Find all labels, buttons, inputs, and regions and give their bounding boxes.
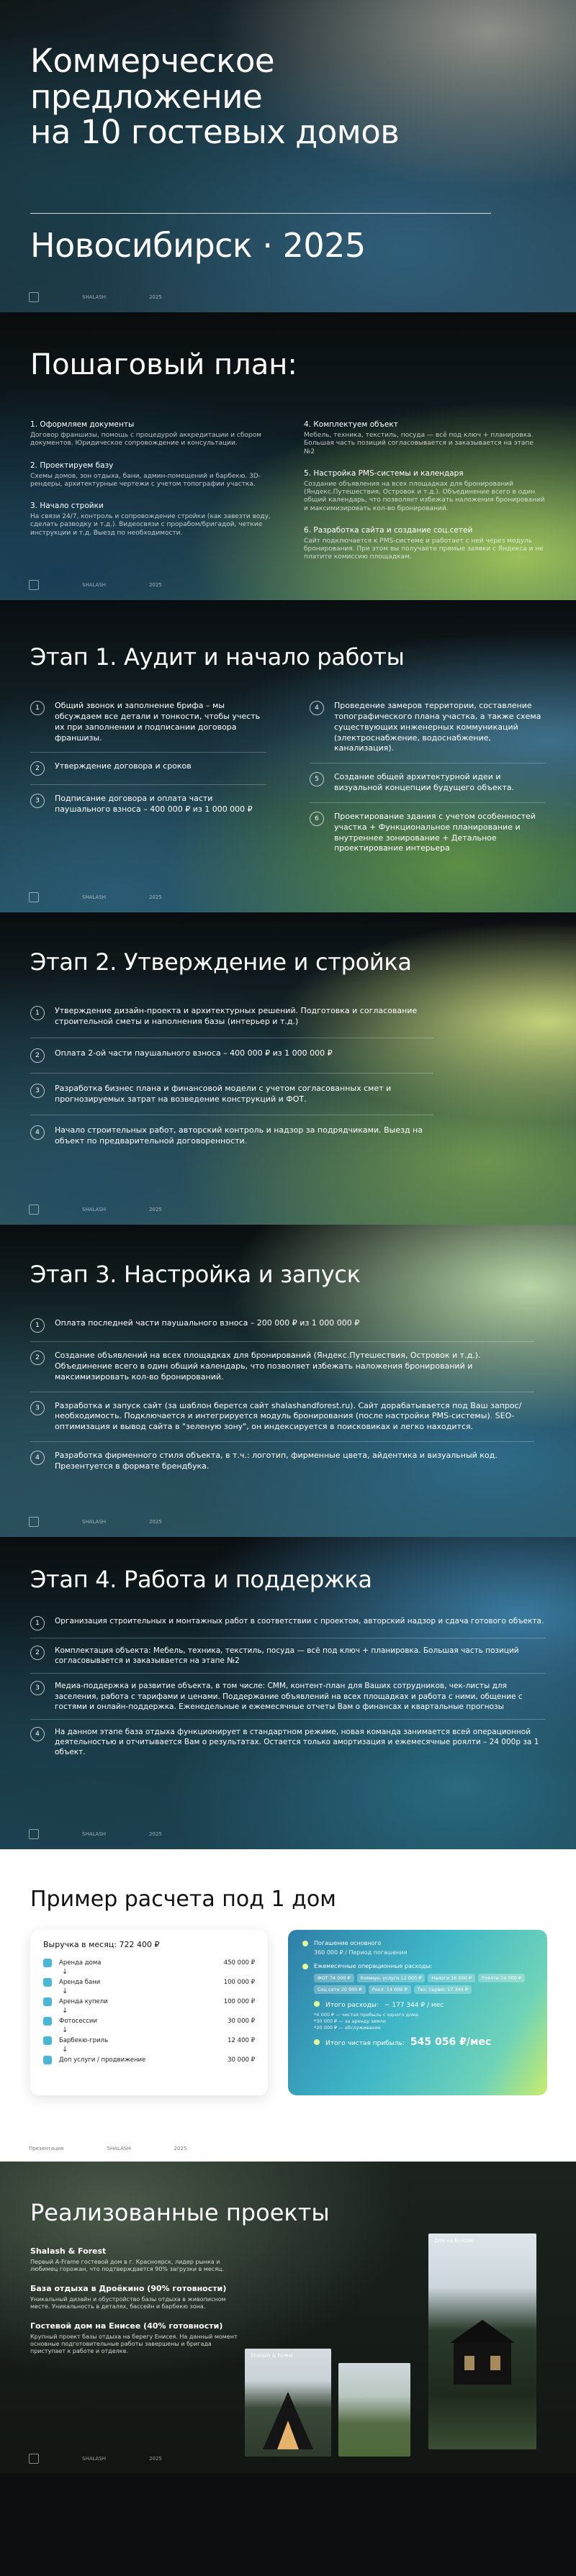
stage-item-text: Комплектация объекта: Мебель, техника, текстиль, посуда — всё под ключ + планировка. Большая часть позиций согласовывается и заказывается на этапе №2	[55, 1646, 519, 1666]
note-line: *20 000 ₽ — обслуживание	[314, 2024, 381, 2031]
panel-label: Погашение основного	[314, 1940, 382, 1946]
gear-icon	[302, 1964, 308, 1969]
revenue-item-name: Аренда бани	[59, 1978, 101, 1986]
revenue-item-name: Барбекю-гриль	[59, 2036, 109, 2044]
expense-chip: Тех. сервис 17 344 ₽	[414, 1985, 472, 1994]
total-value: ~ 177 344 ₽ / мес	[384, 2002, 444, 2009]
step-number: 1	[30, 701, 45, 715]
step-title: 5. Настройка PMS-системы и календаря	[304, 468, 464, 478]
panel-line	[302, 1940, 533, 1946]
expense-chips	[314, 1974, 533, 1994]
revenue-row	[43, 1995, 255, 2008]
slide-footer	[29, 580, 547, 590]
stage-item	[30, 1681, 546, 1712]
step-title: 2. Проектируем базу	[30, 461, 114, 470]
step-number: 4	[30, 1727, 45, 1741]
stage-item	[30, 1401, 534, 1433]
plan-column-right	[304, 420, 546, 562]
expense-chip: Налоги 16 000 ₽	[428, 1974, 475, 1982]
stage4-items	[30, 1616, 546, 1757]
plan-step	[304, 469, 546, 513]
stage-item-text: Создание объявлений на всех площадках для бронирований (Яндекс.Путешествия, Островок и т.д.). Объединение всего в один общий календарь, что позволяет избежать наложения бронирований и максимизировать кол-во бронирований.	[55, 1351, 481, 1382]
footer-brand: SHALASH	[82, 1207, 107, 1212]
stage-item-text: Медиа-поддержка и развитие объекта, в том числе: СММ, контент-план для Ваших сотрудников, чек-листы для заселения, работа с тарифами и ценами. Поддержание объявлений на всех площадках и работа с ними, общение с гостями и онлайн-поддержка. Еженедельные и ежемесячные отчеты Вам о финансах и квартальные прогнозы	[55, 1682, 523, 1711]
divider	[310, 802, 546, 803]
stage1-slide	[0, 600, 576, 912]
brand-logo-icon	[29, 292, 39, 302]
note-line: *4 000 ₽ — чистая прибыль с одного дома	[314, 2012, 419, 2018]
stage-item-text: Начало строительных работ, авторский контроль и надзор за подрядчиками. Выезд на объект по предварительной договоренности.	[55, 1125, 423, 1146]
expense-chip: Рекл. 14 000 ₽	[369, 1985, 411, 1994]
photo-caption: Дом на Енисее	[434, 2238, 474, 2244]
step-number: 3	[30, 1681, 45, 1695]
total-expenses	[314, 2001, 533, 2009]
stage-item-text: Общий звонок и заполнение брифа – мы обсуждаем все детали и тонкости, чтобы учесть их при заполнении и подписании договора франшизы.	[55, 701, 261, 743]
step-number: 4	[30, 1125, 45, 1140]
slide-footer	[29, 2146, 547, 2151]
brand-logo-icon	[29, 580, 39, 590]
project-photo-field	[338, 2363, 410, 2457]
stage-item-text: Разработка фирменного стиля объекта, в т.ч.: логотип, фирменные цвета, айдентика и визуальный код. Презентуется в формате брендбука.	[55, 1451, 498, 1471]
step-number: 2	[30, 1646, 45, 1660]
note-line: *30 000 ₽ — за аренду земли	[314, 2018, 386, 2024]
stage-item-text: Утверждение дизайн-проекта и архитектурных решений. Подготовка и согласование строительной сметы и наполнения базы (интерьер и т.д.)	[55, 1006, 418, 1026]
divider	[30, 784, 266, 785]
step-text: Сайт подключается к PMS-системе и работает с ней через модуль бронирования. При этом вы получаете прямые заявки с Яндекса и не платите комиссию площадкам.	[304, 537, 544, 561]
aframe-house-icon	[245, 2349, 331, 2457]
stage-item	[30, 794, 266, 815]
services-icon	[43, 2056, 52, 2064]
project-text: Крупный проект базы отдыха на берегу Енисея. На данный момент основные подготовительные работы завершены и бригада приступает к работе и отделке.	[30, 2333, 238, 2355]
footer-brand: SHALASH	[82, 1831, 107, 1837]
grill-icon	[43, 2036, 52, 2045]
footer-brand: SHALASH	[82, 894, 107, 900]
slide-footer	[29, 292, 547, 302]
stage2-slide	[0, 912, 576, 1225]
arrow-down-icon: ↓	[62, 1968, 68, 1976]
plan-step	[30, 420, 272, 448]
plan-step	[30, 502, 272, 538]
step-text: Создание объявления на всех площадках для бронирований (Яндекс.Путешествия, Островок и т.д.). Объединение всего в один общий календарь, что позволяет избежать наложения бронирований и максимизировать кол-во бронирований.	[304, 480, 545, 512]
projects-title: Реализованные проекты	[30, 2199, 330, 2226]
revenue-card	[30, 1930, 268, 2095]
house-icon	[43, 1959, 52, 1967]
stage-item	[30, 1727, 546, 1758]
hot-tub-icon	[43, 1997, 52, 2006]
divider	[30, 1719, 546, 1720]
projects-list	[30, 2246, 246, 2366]
footer-brand: SHALASH	[82, 582, 107, 588]
stage-item	[30, 1616, 546, 1631]
stage-item	[30, 701, 266, 743]
revenue-item-name: Аренда дома	[59, 1959, 102, 1967]
bullet-icon	[314, 2039, 320, 2045]
cover-slide	[0, 0, 576, 312]
step-text: Схемы домов, зон отдыха, бани, админ-помещений и барбекю. 3D-рендеры, архитектурные чертежи с учетом топографии участка.	[30, 472, 261, 488]
project-photo-aframe	[245, 2349, 331, 2457]
divider	[30, 1441, 534, 1442]
arrow-down-icon: ↓	[62, 2046, 68, 2054]
project-item	[30, 2321, 246, 2356]
plan-steps	[30, 420, 546, 562]
revenue-item-value: 100 000 ₽	[223, 1978, 255, 1986]
revenue-item-value: 12 400 ₽	[228, 2036, 255, 2044]
bullet-icon	[314, 2001, 320, 2007]
revenue-item-name: Доп услуги / продвижение	[59, 2056, 146, 2064]
stage-item-text: Проектирование здания с учетом особенностей участка + Функциональное планирование и внутреннее зонирование + Детальное проектирование интерьера	[334, 811, 536, 853]
stage-item-text: Утверждение договора и сроков	[55, 761, 192, 771]
stage-item-text: Подписание договора и оплата части паушального взноса – 400 000 ₽ из 1 000 000 ₽	[55, 794, 253, 815]
revenue-item-name: Фотосессии	[59, 2017, 97, 2025]
total-label: Итого расходы:	[325, 2002, 379, 2009]
footer-year: 2025	[149, 1831, 162, 1837]
stage-item	[30, 1351, 534, 1383]
step-title: 4. Комплектуем объект	[304, 420, 398, 429]
step-number: 4	[310, 701, 324, 715]
expense-chip: Коммун. услуги 12 000 ₽	[357, 1974, 426, 1982]
expense-chip: Роялти 24 000 ₽	[478, 1974, 525, 1982]
stage3-items	[30, 1318, 534, 1472]
arrow-down-icon: ↓	[62, 1987, 68, 1995]
divider	[30, 1073, 433, 1074]
project-photo-yenisei	[428, 2233, 536, 2449]
divider	[30, 1673, 546, 1674]
revenue-row	[43, 1956, 255, 1969]
revenue-item-value: 30 000 ₽	[228, 2017, 255, 2025]
slide-footer	[29, 1517, 547, 1527]
step-number: 2	[30, 1351, 45, 1365]
stage-item-text: Организация строительных и монтажных работ в соответствии с проектом, авторский надзор и сдача готового объекта.	[55, 1617, 544, 1625]
project-item	[30, 2246, 246, 2274]
stage2-title: Этап 2. Утверждение и стройка	[30, 948, 412, 976]
revenue-item-value: 450 000 ₽	[223, 1959, 255, 1967]
revenue-item-value: 100 000 ₽	[223, 1997, 255, 2005]
stage-item-text: Разработка бизнес плана и финансовой модели с учетом согласованных смет и прогнозируемых затрат на возведение конструкций и ФОТ.	[55, 1083, 392, 1104]
stage-item	[30, 1006, 433, 1028]
step-number: 3	[30, 794, 45, 808]
stage-item	[30, 1646, 546, 1666]
arrow-down-icon: ↓	[62, 2007, 68, 2015]
project-name: Shalash & Forest	[30, 2246, 107, 2256]
slide-footer	[29, 2454, 547, 2464]
footer-year: 2025	[149, 2456, 162, 2462]
cover-title	[30, 43, 534, 150]
footer-brand: SHALASH	[82, 294, 107, 300]
footer-year: 2025	[149, 294, 162, 300]
expense-panel	[288, 1930, 547, 2095]
footer-year: 2025	[149, 1207, 162, 1212]
step-number: 2	[30, 761, 45, 776]
stage-item-text: Создание общей архитектурной идеи и визуальной концепции будущего объекта.	[334, 772, 514, 793]
step-number: 3	[30, 1084, 45, 1098]
stage-item	[30, 1125, 433, 1147]
step-number: 1	[30, 1318, 45, 1333]
slide-footer	[29, 1829, 547, 1839]
calc-title: Пример расчета под 1 дом	[30, 1887, 336, 1912]
plan-step	[304, 420, 546, 456]
cover-title-line: предложение	[30, 77, 263, 116]
stage3-slide	[0, 1225, 576, 1537]
stage2-items	[30, 1006, 433, 1147]
stage1-column-left	[30, 701, 266, 854]
step-text: Мебель, техника, текстиль, посуда — всё под ключ + планировка. Большая часть позиций согласовывается и заказывается на этапе №2	[304, 432, 534, 455]
footer-brand: SHALASH	[107, 2146, 131, 2151]
revenue-row	[43, 1976, 255, 1988]
footer-label: Презентация	[29, 2146, 64, 2151]
cover-title-line: Коммерческое	[30, 42, 275, 80]
slide-footer	[29, 1205, 547, 1215]
city-year: Новосибирск · 2025	[30, 226, 366, 265]
revenue-row	[43, 2054, 255, 2066]
stage4-title: Этап 4. Работа и поддержка	[30, 1566, 372, 1593]
stage-item	[30, 1084, 433, 1105]
stage-item	[30, 1318, 534, 1333]
plan-column-left	[30, 420, 272, 562]
projects-slide	[0, 2162, 576, 2474]
step-title: 6. Разработка сайта и создание соц.сетей	[304, 525, 473, 535]
camera-icon	[43, 2017, 52, 2026]
plan-slide	[0, 312, 576, 600]
step-title: 3. Начало стройки	[30, 502, 104, 510]
step-number: 2	[30, 1048, 45, 1063]
divider	[30, 213, 491, 214]
arrow-down-icon: ↓	[62, 2026, 68, 2034]
project-item	[30, 2284, 246, 2311]
stage-item	[30, 1048, 433, 1063]
step-title: 1. Оформляем документы	[30, 420, 135, 429]
revenue-row	[43, 2015, 255, 2027]
panel-value: 360 000 ₽ / Период погашения	[314, 1949, 408, 1956]
stage1-items	[30, 701, 546, 854]
stage-item	[310, 812, 546, 854]
stage-item-text: Разработка и запуск сайт (за шаблон берется сайт shalashandforest.ru). Сайт дорабатывается под Ваш запрос/необходимость. Подключается и интегрируется модуль бронирования (после настройки PMS-системы). SEO-оптимизация и вывод сайта в "зеленую зону", он индексируется в поисковиках и легко находится.	[55, 1400, 522, 1432]
step-text: Договор франшизы, помощь с процедурой аккредитации и сбором документов. Юридическое сопровождение и консультации.	[30, 432, 261, 448]
photo-caption: Shalash & Forest	[251, 2353, 293, 2359]
profit-value: 545 056 ₽/мес	[410, 2036, 492, 2049]
stage-item-text: Проведение замеров территории, составление топографического плана участка, а также схема существующих инженерных коммуникаций (электроснабжение, водоснабжение, канализация).	[334, 701, 541, 753]
expense-chip: Соц сети 20 000 ₽	[314, 1985, 366, 1994]
divider	[30, 752, 266, 753]
footer-brand: SHALASH	[82, 2456, 107, 2462]
bullet-icon	[302, 1941, 308, 1946]
step-number: 3	[30, 1401, 45, 1415]
stage4-slide	[0, 1537, 576, 1849]
brand-logo-icon	[29, 1517, 39, 1527]
footer-brand: SHALASH	[82, 1519, 107, 1525]
notes	[314, 2012, 533, 2031]
stage1-column-right	[310, 701, 546, 854]
step-number: 6	[310, 812, 324, 826]
plan-title: Пошаговый план:	[30, 348, 297, 381]
project-text: Первый А-Frame гостевой дом в г. Красноярск, лидер рынка и любимец горожан, что подтверждается 90% загрузки в месяц.	[30, 2259, 224, 2273]
sauna-icon	[43, 1978, 52, 1987]
expense-chip: ФОТ 74 000 ₽	[314, 1974, 354, 1982]
panel-line	[302, 1963, 533, 1969]
footer-year: 2025	[149, 894, 162, 900]
stage-item	[310, 701, 546, 754]
project-name: База отдыха в Дроёкино (90% готовности)	[30, 2283, 227, 2293]
step-text: На связи 24/7, контроль и сопровождение стройки (как завезти воду, сделать разводку и т.д.). Видеосвязи с прорабом/бригадой, четкие инструкции и т.д. Выезд по необходимости.	[30, 513, 271, 537]
revenue-label: Выручка в месяц: 722 400 ₽	[43, 1940, 160, 1949]
revenue-item-name: Аренда купели	[59, 1997, 108, 2005]
project-text: Уникальный дизайн и обустройство базы отдыха в живописном месте. Уникальность в деталях, бассейн и барбекю зона.	[30, 2295, 226, 2310]
stage-item-text: На данном этапе база отдыха функционирует в стандартном режиме, новая команда занимается всей операционной деятельностью и отчитывается Вам о результатах. Остается только амортизация и ежемесячные роялти – 24 000р за 1 объект.	[55, 1727, 539, 1757]
brand-logo-icon	[29, 1829, 39, 1839]
brand-logo-icon	[29, 1205, 39, 1215]
stage-item	[30, 761, 266, 776]
brand-logo-icon	[29, 892, 39, 902]
stage3-title: Этап 3. Настройка и запуск	[30, 1261, 361, 1288]
stage1-title: Этап 1. Аудит и начало работы	[30, 643, 405, 671]
footer-year: 2025	[149, 1519, 162, 1525]
cover-title-line: на 10 гостевых домов	[30, 113, 400, 151]
footer-year: 2025	[174, 2146, 187, 2151]
stage-item	[30, 1451, 534, 1472]
step-number: 1	[30, 1006, 45, 1020]
revenue-row	[43, 2034, 255, 2046]
brand-logo-icon	[29, 2454, 39, 2464]
profit-label: Итого чистая прибыль:	[325, 2040, 405, 2048]
step-number: 4	[30, 1451, 45, 1465]
plan-step	[30, 461, 272, 489]
project-name: Гостевой дом на Енисее (40% готовности)	[30, 2321, 223, 2331]
stage-item	[310, 772, 546, 794]
divider	[30, 1341, 534, 1342]
revenue-item-value: 30 000 ₽	[228, 2056, 255, 2064]
footer-year: 2025	[149, 582, 162, 588]
slide-footer	[29, 892, 547, 902]
stage-item-text: Оплата 2-ой части паушального взноса – 400 000 ₽ из 1 000 000 ₽	[55, 1048, 333, 1058]
panel-label: Ежемесячные операционные расходы:	[314, 1963, 433, 1969]
step-number: 5	[310, 772, 324, 786]
plan-step	[304, 526, 546, 562]
stage-item-text: Оплата последней части паушального взноса – 200 000 ₽ из 1 000 000 ₽	[55, 1318, 360, 1328]
calc-slide	[0, 1849, 576, 2162]
step-number: 1	[30, 1616, 45, 1631]
house-icon	[428, 2233, 536, 2449]
net-profit	[314, 2036, 533, 2048]
